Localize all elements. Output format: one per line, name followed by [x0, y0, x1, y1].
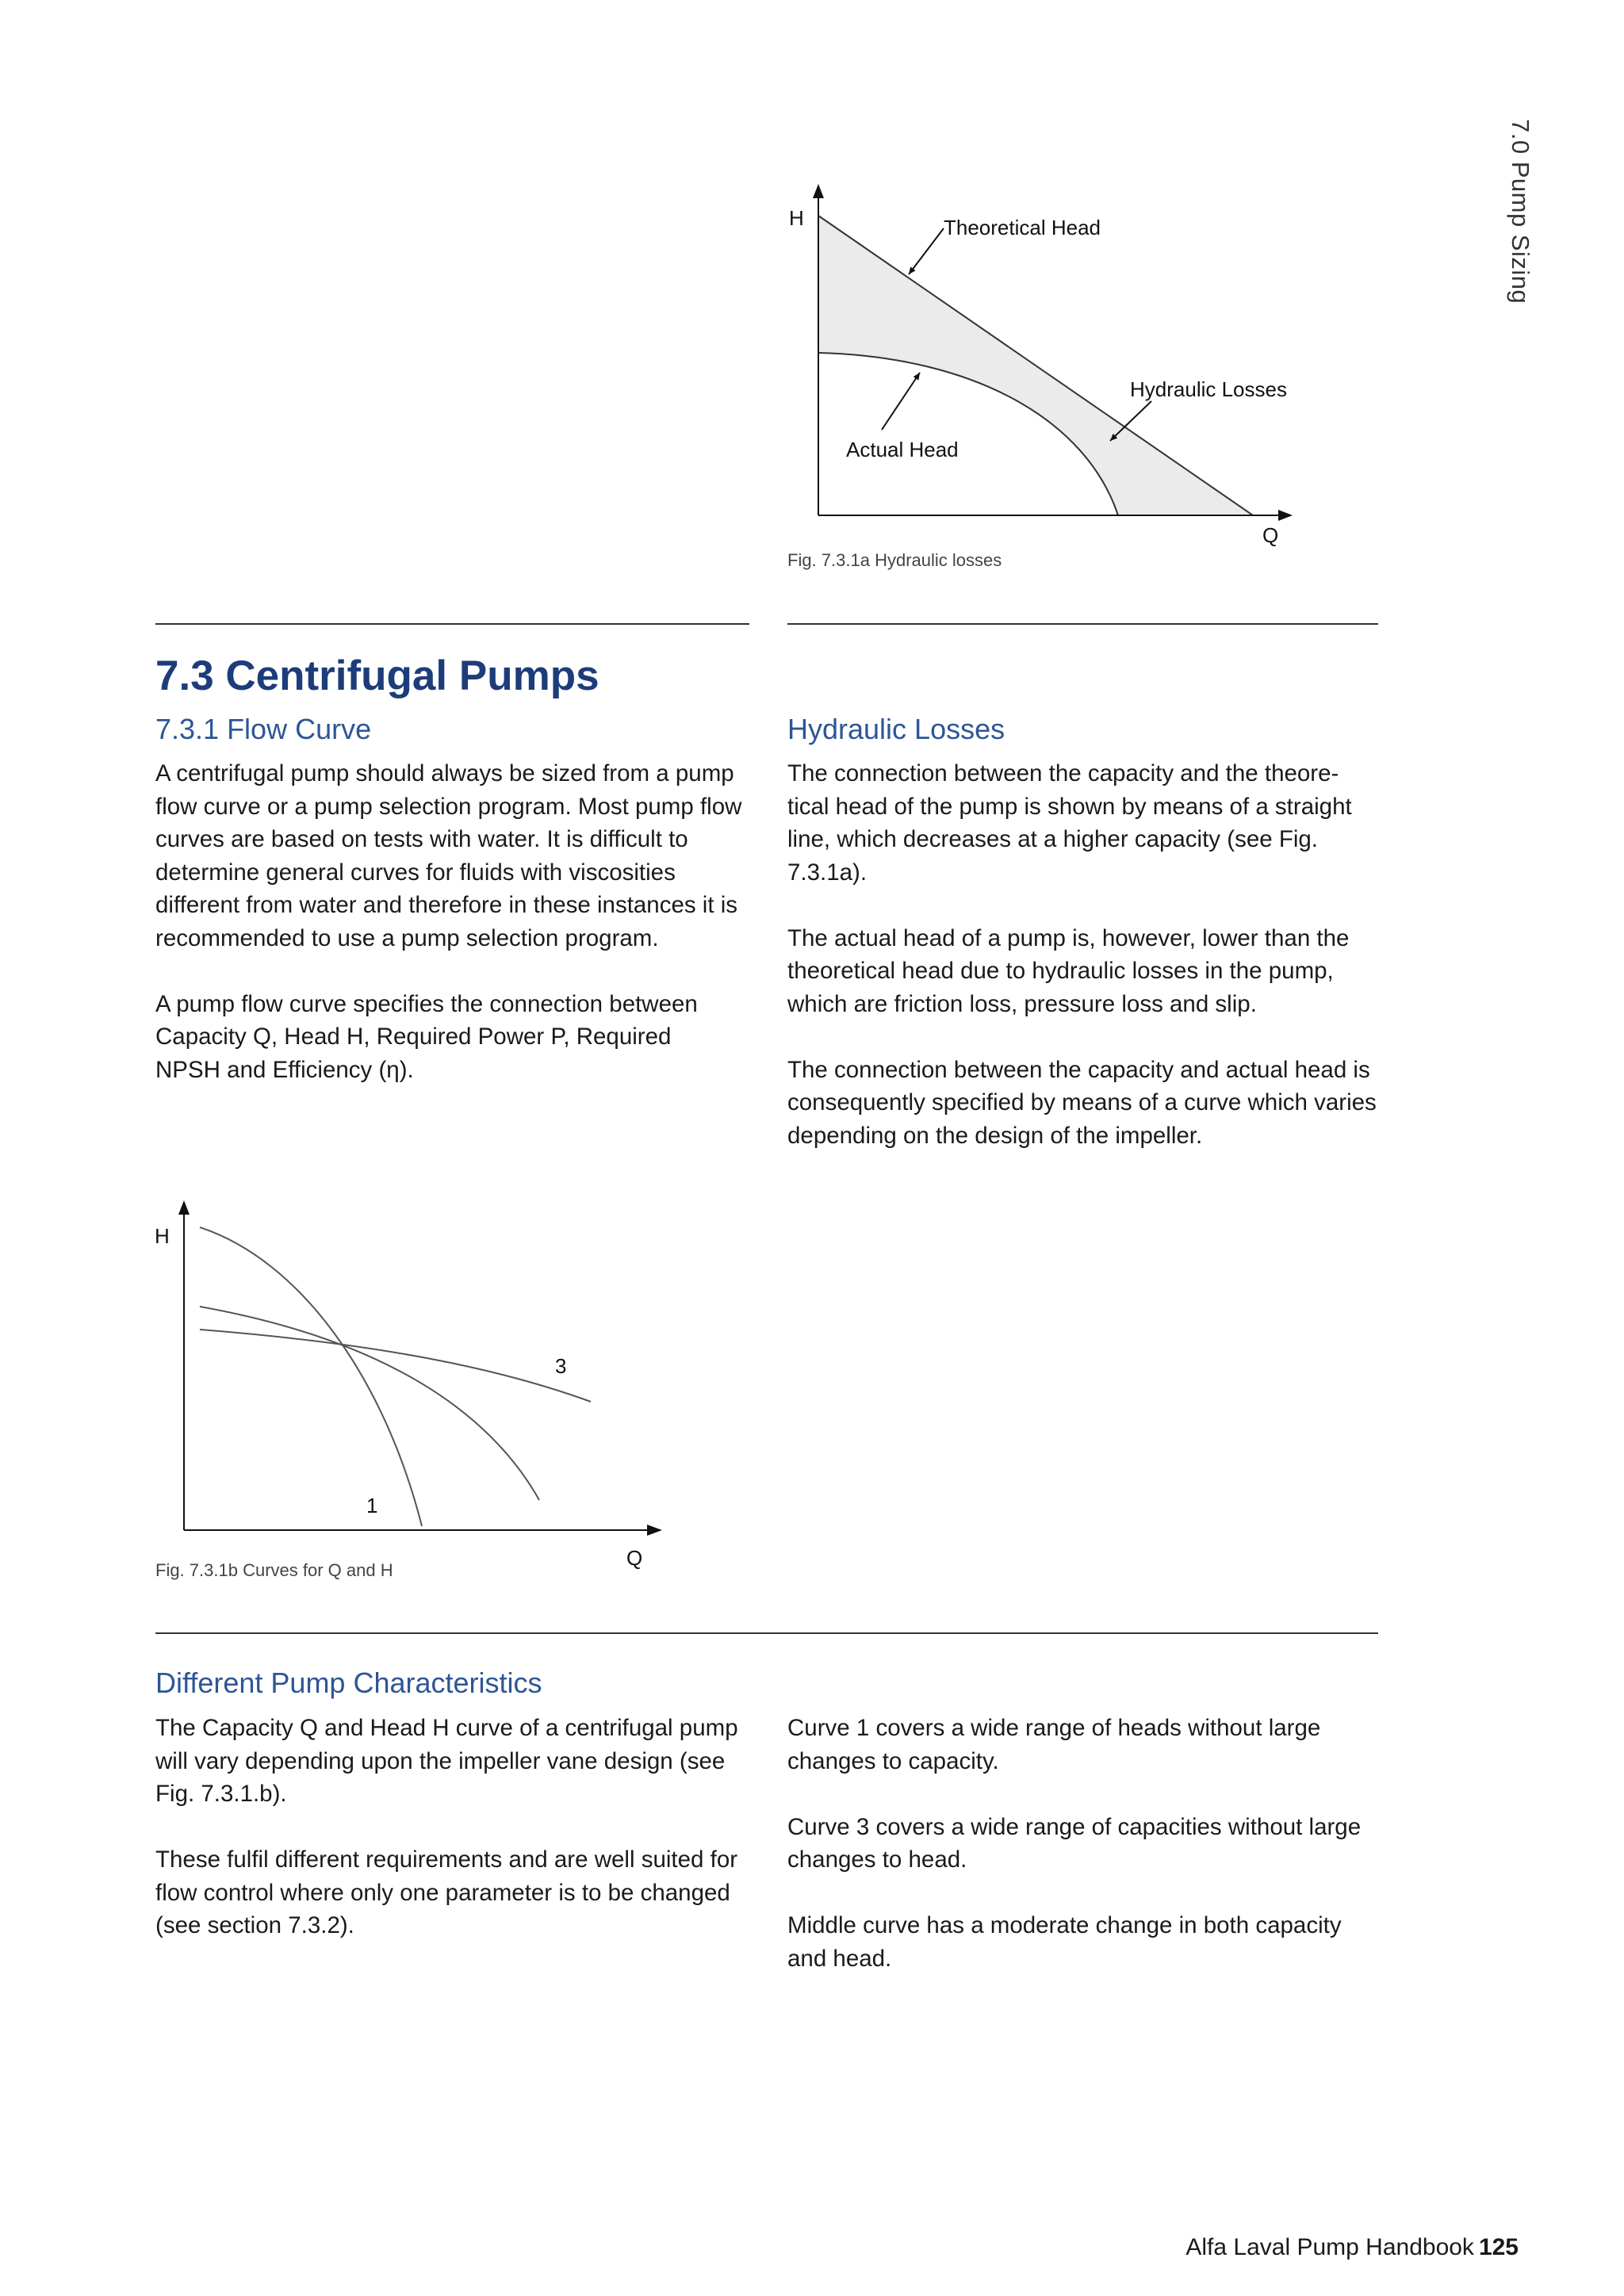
characteristics-left-para-1: The Capacity Q and Head H curve of a centrifugal pump will vary depending upon the impeller vane design (see Fig. 7.3.1.b). — [155, 1715, 738, 1807]
hydraulic-losses-para-2: The actual head of a pump is, however, lower than the theoretical head due to hydraulic losses in the pump, which are friction loss, pressure loss and slip. — [787, 924, 1350, 1017]
characteristics-right-para-2: Curve 3 covers a wide range of capacities without large changes to head. — [787, 1813, 1362, 1873]
curve-3 — [200, 1330, 591, 1402]
y-axis-arrow — [813, 184, 824, 198]
actual-head-pointer — [882, 373, 920, 430]
fig-b-caption: Fig. 7.3.1b Curves for Q and H — [155, 1560, 393, 1580]
hydraulic-losses-label: Hydraulic Losses — [1130, 377, 1287, 401]
hydraulic-losses-para-3: The connection between the capacity and actual head is consequently specified by means of a curve which varies depending on the design of the impeller. — [787, 1056, 1377, 1149]
flow-curve-para-1: A centrifugal pump should always be sized from a pump flow curve or a pump selection program. Most pump flow curves are based on tests with water. It is difficult to determine general curves for fluids with viscosities different from water and therefore in these instances it is recommended to use a pump selection program. — [155, 760, 742, 951]
flow-curve-body — [155, 757, 742, 1086]
fig-a-x-label: Q — [1262, 523, 1279, 547]
actual-head-label: Actual Head — [846, 438, 959, 461]
theoretical-head-pointer — [909, 228, 944, 274]
hydraulic-losses-para-1: The connection between the capacity and the theore-tical head of the pump is shown by means of a straight line, which decreases at a higher capacity (see Fig. 7.3.1a). — [787, 760, 1352, 886]
characteristics-right-body — [787, 1712, 1378, 1975]
chapter-side-tab — [1503, 119, 1534, 436]
x-axis-arrow — [1278, 510, 1293, 521]
rule-right-top — [787, 623, 1378, 625]
hydraulic-losses-body — [787, 757, 1378, 1152]
characteristics-right-para-1: Curve 1 covers a wide range of heads without large changes to capacity. — [787, 1715, 1321, 1774]
footer-book-title: Alfa Laval Pump Handbook — [1185, 2234, 1474, 2260]
flow-curve-subtitle: 7.3.1 Flow Curve — [155, 713, 372, 745]
fig-b-x-label: Q — [626, 1546, 643, 1570]
fig-b-y-axis-arrow — [178, 1200, 190, 1215]
hydraulic-losses-heading: Hydraulic Losses — [787, 713, 1005, 745]
characteristics-heading: Different Pump Characteristics — [155, 1667, 542, 1699]
characteristics-left-body — [155, 1712, 742, 1942]
page-footer — [1185, 2234, 1519, 2261]
section-title: 7.3 Centrifugal Pumps — [155, 652, 599, 699]
page-number: 125 — [1478, 2234, 1519, 2260]
fig-b-y-label: H — [155, 1224, 170, 1248]
figure-hydraulic-losses — [777, 182, 1348, 555]
curve-3-label: 3 — [555, 1354, 567, 1378]
fig-a-y-label: H — [789, 206, 804, 230]
characteristics-left-para-2: These fulfil different requirements and are well suited for flow control where only one parameter is to be changed (see section 7.3.2). — [155, 1846, 738, 1938]
curve-middle — [200, 1307, 539, 1500]
curve-1-label: 1 — [366, 1494, 378, 1517]
characteristics-right-para-3: Middle curve has a moderate change in both capacity and head. — [787, 1912, 1342, 1972]
rule-left-top — [155, 623, 749, 625]
flow-curve-para-2: A pump flow curve specifies the connection between Capacity Q, Head H, Required Power P, Required NPSH and Efficiency (η). — [155, 990, 698, 1083]
curve-1 — [200, 1227, 422, 1526]
chapter-side-tab-label: 7.0 Pump Sizing — [1507, 119, 1534, 304]
rule-full-width — [155, 1632, 1378, 1634]
figure-q-h-curves — [143, 1189, 682, 1570]
fig-b-x-axis-arrow — [647, 1525, 662, 1536]
fig-a-caption: Fig. 7.3.1a Hydraulic losses — [787, 550, 1002, 570]
theoretical-head-label: Theoretical Head — [944, 216, 1101, 239]
theoretical-head-line — [818, 216, 1253, 515]
